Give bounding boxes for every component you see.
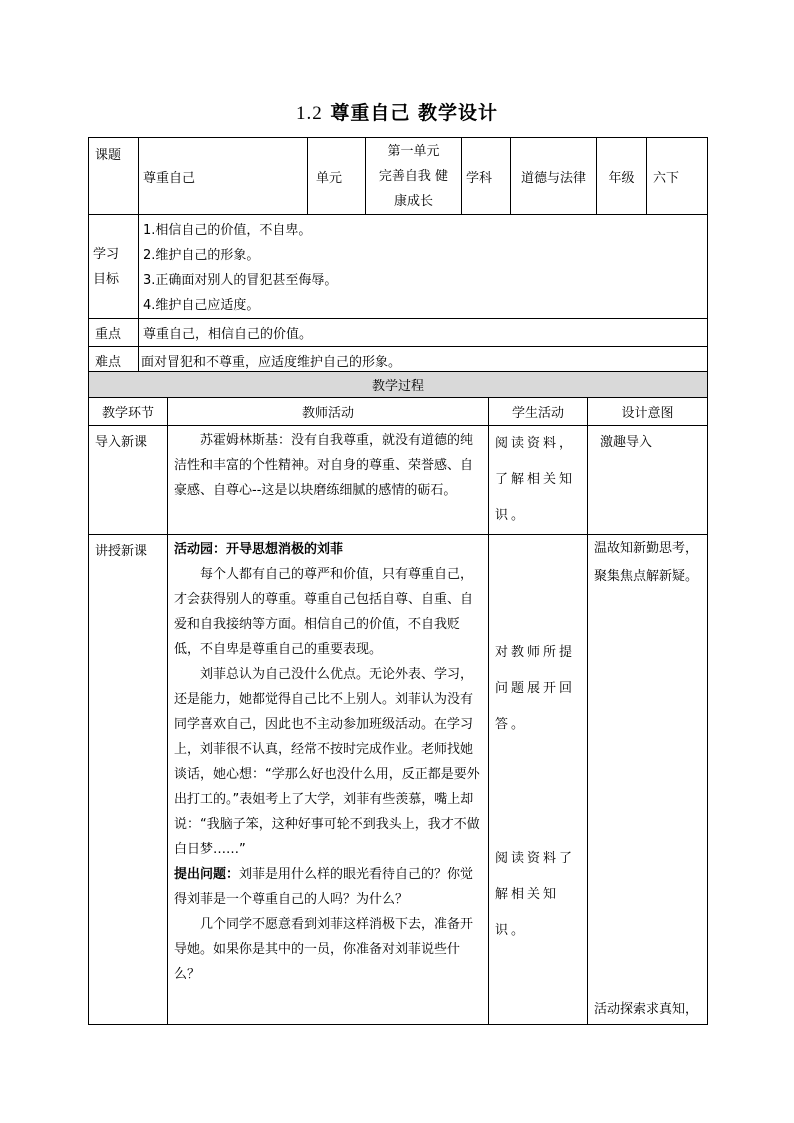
unit-value-line-2: 完善自我 健 (378, 168, 449, 184)
stage-intro-cell (89, 426, 168, 535)
goal-item: 4.维护自己应适度。 (143, 298, 260, 313)
document-title (0, 98, 794, 125)
title-text: 尊重自己 教学设计 (330, 102, 498, 124)
intent-new-cell (588, 535, 708, 1025)
stage-new-cell (89, 535, 168, 1025)
info-row-key (89, 319, 708, 347)
col-student: 学生活动 (511, 406, 564, 421)
subject-label-cell (462, 138, 511, 215)
key-label: 重点 (95, 327, 122, 342)
activity-title: 活动园：开导思想消极的刘菲 (174, 542, 344, 557)
intent-new-text-2: 活动探索求真知， (594, 1002, 699, 1017)
difficulty-value-cell (139, 347, 708, 374)
info-row-difficulty (89, 347, 708, 374)
process-columns-row (89, 398, 708, 426)
process-header-row (89, 372, 708, 398)
subject-value-cell (511, 138, 597, 215)
intent-intro-cell (588, 426, 708, 535)
teacher-intro-text: 苏霍姆林斯基：没有自我尊重，就没有道德的纯洁性和丰富的个性精神。对自身的尊重、荣誉感、自豪感、自尊心--这是以块磨练细腻的感情的砺石。 (174, 433, 474, 498)
question-text: 刘菲是用什么样的眼光看待自己的？你觉得刘菲是一个尊重自己的人吗？为什么？ (174, 867, 474, 907)
key-value: 尊重自己，相信自己的价值。 (143, 327, 313, 342)
difficulty-label: 难点 (95, 354, 122, 370)
col-student-cell (489, 398, 588, 426)
grade-label-cell (597, 138, 647, 215)
goals-label-2: 目标 (93, 271, 120, 287)
difficulty-label-cell (89, 347, 139, 374)
stage-new: 讲授新课 (95, 544, 148, 559)
question-label: 提出问题： (174, 867, 240, 882)
goal-item: 2.维护自己的形象。 (143, 248, 260, 263)
unit-value-line-3: 康成长 (393, 193, 433, 209)
topic-label: 课题 (95, 148, 122, 163)
info-row-goals (89, 215, 708, 319)
student-intro-cell (489, 426, 588, 535)
topic-label-cell (89, 138, 139, 215)
goals-label-1: 学习 (93, 246, 120, 262)
unit-label: 单元 (316, 170, 343, 186)
info-row-topic (89, 138, 708, 215)
grade-value-cell (647, 138, 708, 215)
question-block (168, 862, 488, 912)
student-new-text-1: 对教师所提问题展开回答。 (495, 645, 576, 732)
unit-value-cell (366, 138, 462, 215)
title-number: 1.2 (296, 103, 323, 124)
col-teacher: 教师活动 (301, 406, 354, 421)
teacher-new-cell (168, 535, 489, 1025)
unit-label-cell (308, 138, 366, 215)
topic-value: 尊重自己 (143, 170, 196, 186)
key-label-cell (89, 319, 139, 347)
goals-label-cell (89, 215, 139, 319)
subject-value: 道德与法律 (520, 170, 586, 186)
teacher-paragraph-1: 每个人都有自己的尊严和价值，只有尊重自己，才会获得别人的尊重。尊重自己包括自尊、自重、自爱和自我接纳等方面。相信自己的价值，不自我贬低，不自卑是尊重自己的重要表现。 (174, 567, 474, 657)
intent-new-text-1: 温故知新勤思考，聚集焦点解新疑。 (594, 541, 699, 584)
col-teacher-cell (168, 398, 489, 426)
goals-cell (139, 215, 708, 319)
stage-intro: 导入新课 (95, 435, 148, 450)
col-intent-cell (588, 398, 708, 426)
goal-item: 1.相信自己的价值，不自卑。 (143, 223, 312, 238)
grade-label: 年级 (608, 170, 635, 186)
process-row-new (89, 535, 708, 1025)
process-table (88, 371, 708, 1025)
col-intent: 设计意图 (621, 406, 674, 421)
info-table (88, 137, 708, 374)
difficulty-value: 面对冒犯和不尊重，应适度维护自己的形象。 (141, 354, 402, 370)
student-intro-text: 阅读资料，了解相关知识。 (495, 436, 576, 523)
teacher-intro-cell (168, 426, 489, 535)
topic-value-cell (139, 138, 308, 215)
unit-value-line-1: 第一单元 (387, 143, 440, 159)
subject-label: 学科 (466, 170, 493, 186)
col-stage: 教学环节 (101, 406, 154, 421)
intent-intro: 激趣导入 (600, 435, 653, 450)
goal-item: 3.正确面对别人的冒犯甚至侮辱。 (143, 273, 338, 288)
teacher-paragraph-2: 刘菲总认为自己没什么优点。无论外表、学习，还是能力，她都觉得自己比不上别人。刘菲认为没有同学喜欢自己，因此也不主动参加班级活动。在学习上，刘菲很不认真，经常不按时完成作业。老师找她谈话，她心想：“学那么好也没什么用，反正都是要外出打工的。”表姐考上了大学，刘菲有些羡慕，嘴上却说：“我脑子笨，这种好事可轮不到我头上，我才不做白日梦……” (174, 667, 480, 857)
process-header: 教学过程 (372, 379, 425, 394)
process-header-cell (89, 372, 708, 398)
student-new-cell (489, 535, 588, 1025)
col-stage-cell (89, 398, 168, 426)
teacher-paragraph-3: 几个同学不愿意看到刘菲这样消极下去，准备开导她。如果你是其中的一员，你准备对刘菲说些什么？ (174, 917, 474, 982)
key-value-cell (139, 319, 708, 347)
process-row-intro (89, 426, 708, 535)
student-new-text-2: 阅读资料了解相关知识。 (495, 851, 576, 938)
grade-value: 六下 (653, 170, 680, 186)
